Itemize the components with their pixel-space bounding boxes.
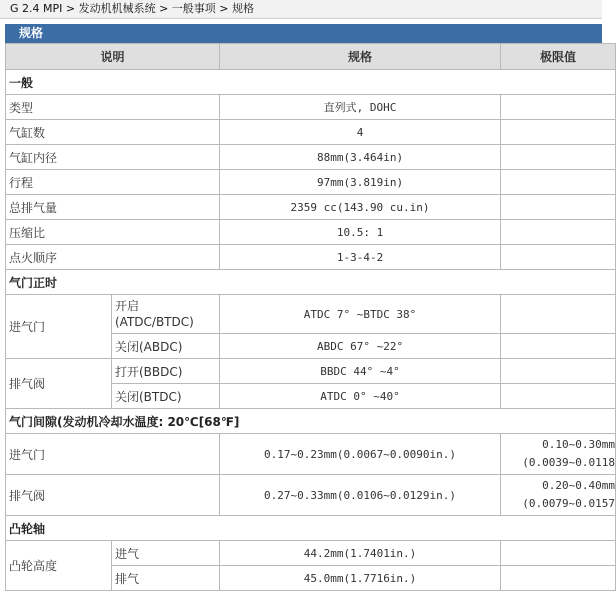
row-spec: 2359 cc(143.90 cu.in) xyxy=(220,195,501,220)
row-label: 排气阀 xyxy=(6,359,112,409)
row-spec: 44.2mm(1.7401in.) xyxy=(220,541,501,566)
group-title: 凸轮轴 xyxy=(6,516,616,541)
table-row xyxy=(6,220,616,245)
row-limit xyxy=(501,475,616,516)
table-row xyxy=(6,475,616,516)
limit-line: 0.10~0.30mm xyxy=(542,438,616,451)
row-label: 行程 xyxy=(6,170,220,195)
row-label: 凸轮高度 xyxy=(6,541,112,591)
row-limit xyxy=(501,434,616,475)
table-row xyxy=(6,195,616,220)
table-row xyxy=(6,145,616,170)
row-limit xyxy=(501,145,616,170)
row-limit xyxy=(501,566,616,591)
section-title: 规格 xyxy=(5,24,602,43)
row-sublabel: 排气 xyxy=(112,566,220,591)
row-spec: 1-3-4-2 xyxy=(220,245,501,270)
col-header-desc: 说明 xyxy=(6,44,220,70)
row-label: 气缸内径 xyxy=(6,145,220,170)
row-sublabel: 进气 xyxy=(112,541,220,566)
row-limit xyxy=(501,541,616,566)
row-limit xyxy=(501,120,616,145)
row-spec: 88mm(3.464in) xyxy=(220,145,501,170)
row-spec: 4 xyxy=(220,120,501,145)
table-row xyxy=(6,120,616,145)
row-label: 排气阀 xyxy=(6,475,220,516)
row-spec: 97mm(3.819in) xyxy=(220,170,501,195)
table-row xyxy=(6,434,616,475)
row-spec: ABDC 67° ~22° xyxy=(220,334,501,359)
table-row xyxy=(6,295,616,334)
row-spec: 直列式, DOHC xyxy=(220,95,501,120)
limit-line: (0.0039~0.0118 xyxy=(522,456,616,469)
row-sublabel: 关闭(BTDC) xyxy=(112,384,220,409)
row-spec: 0.17~0.23mm(0.0067~0.0090in.) xyxy=(220,434,501,475)
col-header-limit: 极限值 xyxy=(501,44,616,70)
row-label: 总排气量 xyxy=(6,195,220,220)
row-label: 气缸数 xyxy=(6,120,220,145)
row-spec: 10.5: 1 xyxy=(220,220,501,245)
row-label: 压缩比 xyxy=(6,220,220,245)
row-limit xyxy=(501,170,616,195)
row-limit xyxy=(501,95,616,120)
limit-line: 0.20~0.40mm xyxy=(542,479,616,492)
row-spec: ATDC 7° ~BTDC 38° xyxy=(220,295,501,334)
table-row xyxy=(6,541,616,566)
breadcrumb: G 2.4 MPI > 发动机机械系统 > 一般事项 > 规格 xyxy=(0,0,602,19)
row-limit xyxy=(501,245,616,270)
group-row-valve-clearance xyxy=(6,409,616,434)
row-spec: BBDC 44° ~4° xyxy=(220,359,501,384)
row-spec: 45.0mm(1.7716in.) xyxy=(220,566,501,591)
group-row-valve-timing xyxy=(6,270,616,295)
limit-line: (0.0079~0.0157 xyxy=(522,497,616,510)
table-row xyxy=(6,245,616,270)
row-label: 点火顺序 xyxy=(6,245,220,270)
row-limit xyxy=(501,195,616,220)
group-row-camshaft xyxy=(6,516,616,541)
row-limit xyxy=(501,384,616,409)
col-header-spec: 规格 xyxy=(220,44,501,70)
group-title: 气门间隙(发动机冷却水温度: 20℃[68℉] xyxy=(6,409,616,434)
table-row xyxy=(6,95,616,120)
group-row-general xyxy=(6,70,616,95)
row-limit xyxy=(501,220,616,245)
table-row xyxy=(6,359,616,384)
row-sublabel: 打开(BBDC) xyxy=(112,359,220,384)
spec-table xyxy=(5,43,616,591)
row-spec: 0.27~0.33mm(0.0106~0.0129in.) xyxy=(220,475,501,516)
spec-panel xyxy=(5,24,616,591)
table-header-row xyxy=(6,44,616,70)
row-limit xyxy=(501,359,616,384)
row-limit xyxy=(501,334,616,359)
group-title: 气门正时 xyxy=(6,270,616,295)
row-label: 进气门 xyxy=(6,434,220,475)
row-spec: ATDC 0° ~40° xyxy=(220,384,501,409)
row-sublabel: 关闭(ABDC) xyxy=(112,334,220,359)
row-sublabel: 开启 (ATDC/BTDC) xyxy=(112,295,220,334)
row-limit xyxy=(501,295,616,334)
group-title: 一般 xyxy=(6,70,616,95)
row-label: 类型 xyxy=(6,95,220,120)
table-row xyxy=(6,170,616,195)
row-label: 进气门 xyxy=(6,295,112,359)
